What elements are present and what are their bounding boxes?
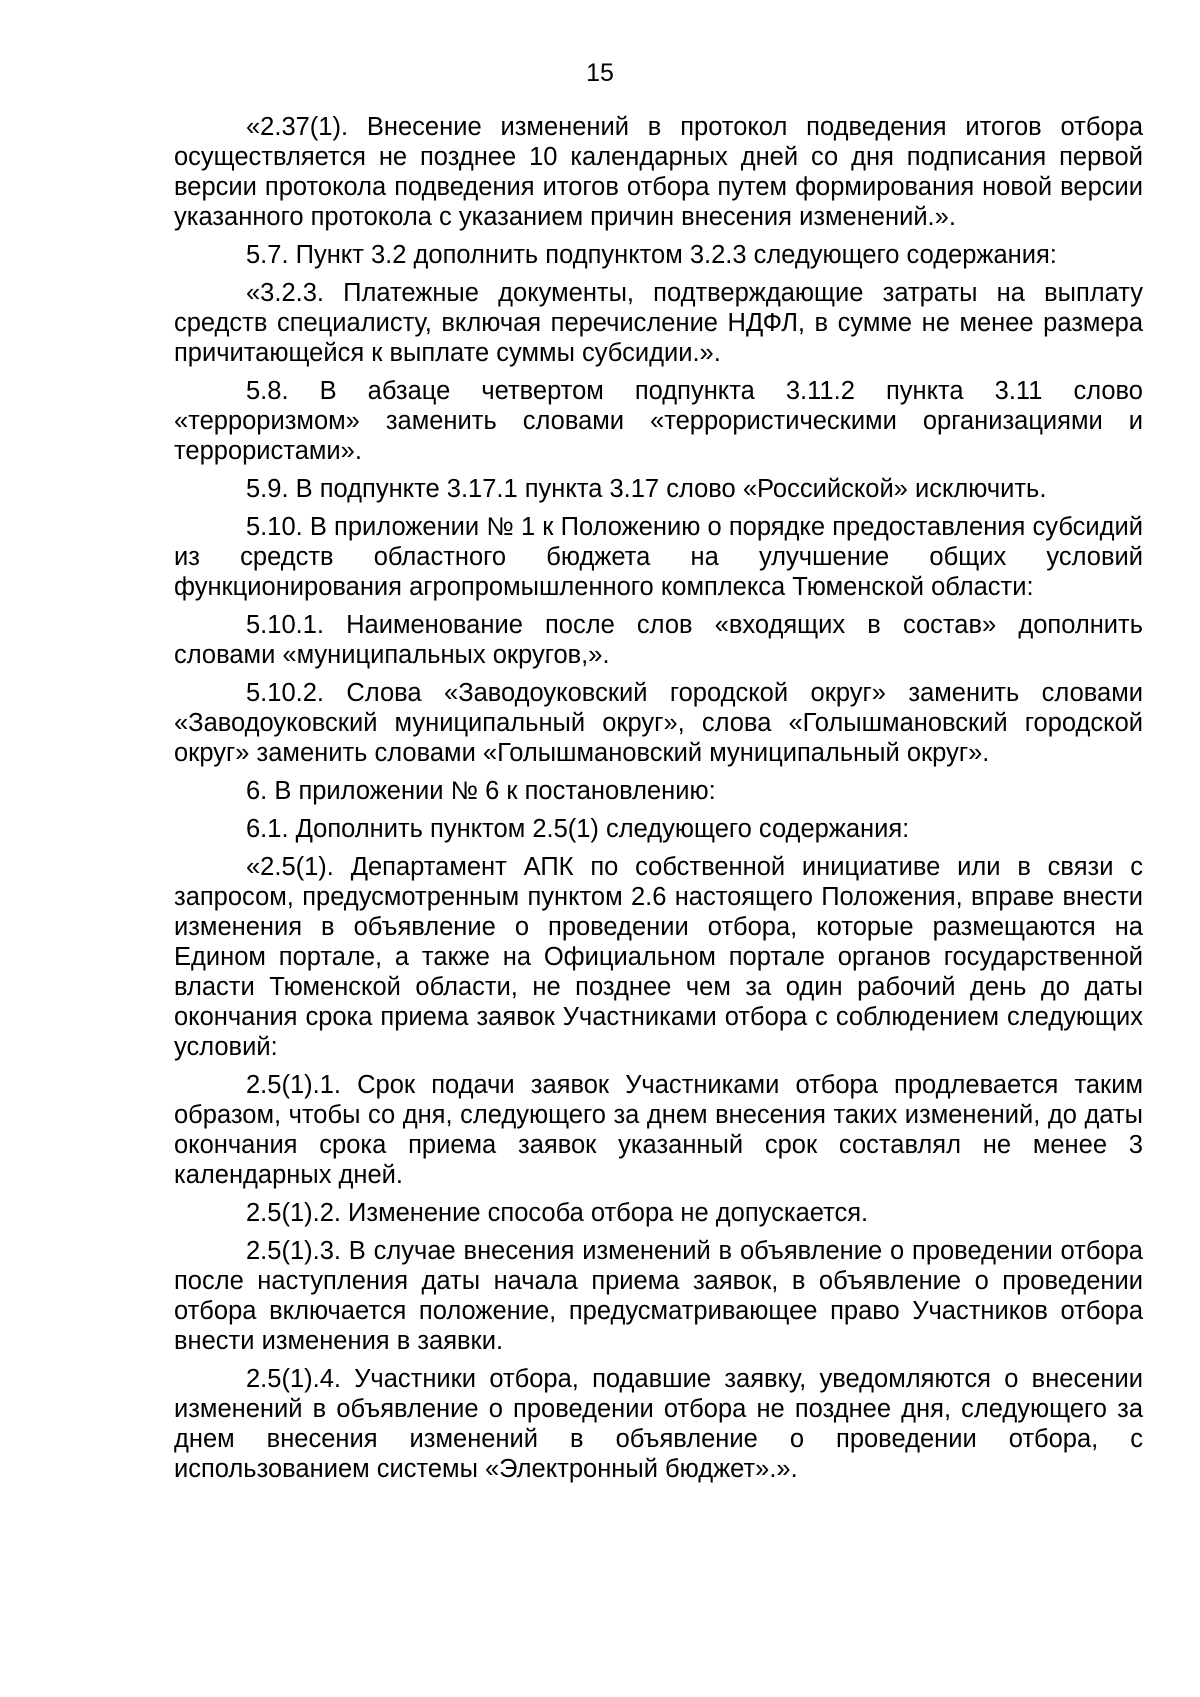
paragraph-5-10-1: 5.10.1. Наименование после слов «входящих в состав» дополнить словами «муниципальных округов,». [174,611,1143,669]
paragraph-3-2-3: «3.2.3. Платежные документы, подтверждающие затраты на выплату средств специалисту, включая перечисление НДФЛ, в сумме не менее размера причитающейся к выплате суммы субсидии.». [174,279,1143,367]
document-body [174,112,1143,1492]
paragraph-6-1: 6.1. Дополнить пунктом 2.5(1) следующего содержания: [246,815,910,843]
paragraph-5-9: 5.9. В подпункте 3.17.1 пункта 3.17 слово «Российской» исключить. [246,475,1047,503]
paragraph-5-7: 5.7. Пункт 3.2 дополнить подпунктом 3.2.3 следующего содержания: [246,241,1057,269]
paragraph-6: 6. В приложении № 6 к постановлению: [246,777,716,805]
paragraph-2-5-1-4: 2.5(1).4. Участники отбора, подавшие заявку, уведомляются о внесении изменений в объявление о проведении отбора не позднее дня, следующего за днем внесения изменений в объявление о проведении отбора, с использованием системы «Электронный бюджет».». [174,1365,1143,1483]
paragraph-2-37-1: «2.37(1). Внесение изменений в протокол подведения итогов отбора осуществляется не позднее 10 календарных дней со дня подписания первой версии протокола подведения итогов отбора путем формирования новой версии указанного протокола с указанием причин внесения изменений.». [174,113,1143,231]
paragraph-2-5-1-1: 2.5(1).1. Срок подачи заявок Участниками отбора продлевается таким образом, чтобы со дня, следующего за днем внесения таких изменений, до даты окончания срока приема заявок указанный срок составлял не менее 3 календарных дней. [174,1071,1143,1189]
paragraph-2-5-1-3: 2.5(1).3. В случае внесения изменений в объявление о проведении отбора после наступления даты начала приема заявок, в объявление о проведении отбора включается положение, предусматривающее право Участников отбора внести изменения в заявки. [174,1237,1143,1355]
paragraph-2-5-1-2: 2.5(1).2. Изменение способа отбора не допускается. [246,1199,869,1227]
paragraph-5-8: 5.8. В абзаце четвертом подпункта 3.11.2 пункта 3.11 слово «терроризмом» заменить словами «террористическими организациями и террористами». [174,377,1143,465]
paragraph-5-10: 5.10. В приложении № 1 к Положению о порядке предоставления субсидий из средств областного бюджета на улучшение общих условий функционирования агропромышленного комплекса Тюменской области: [174,513,1143,601]
paragraph-5-10-2: 5.10.2. Слова «Заводоуковский городской округ» заменить словами «Заводоуковский муниципальный округ», слова «Голышмановский городской округ» заменить словами «Голышмановский муниципальный округ». [174,679,1143,767]
page-number: 15 [586,59,614,87]
paragraph-2-5-1: «2.5(1). Департамент АПК по собственной инициативе или в связи с запросом, предусмотренным пунктом 2.6 настоящего Положения, вправе внести изменения в объявление о проведении отбора, которые размещаются на Едином портале, а также на Официальном портале органов государственной власти Тюменской области, не позднее чем за один рабочий день до даты окончания срока приема заявок Участниками отбора с соблюдением следующих условий: [174,853,1143,1061]
